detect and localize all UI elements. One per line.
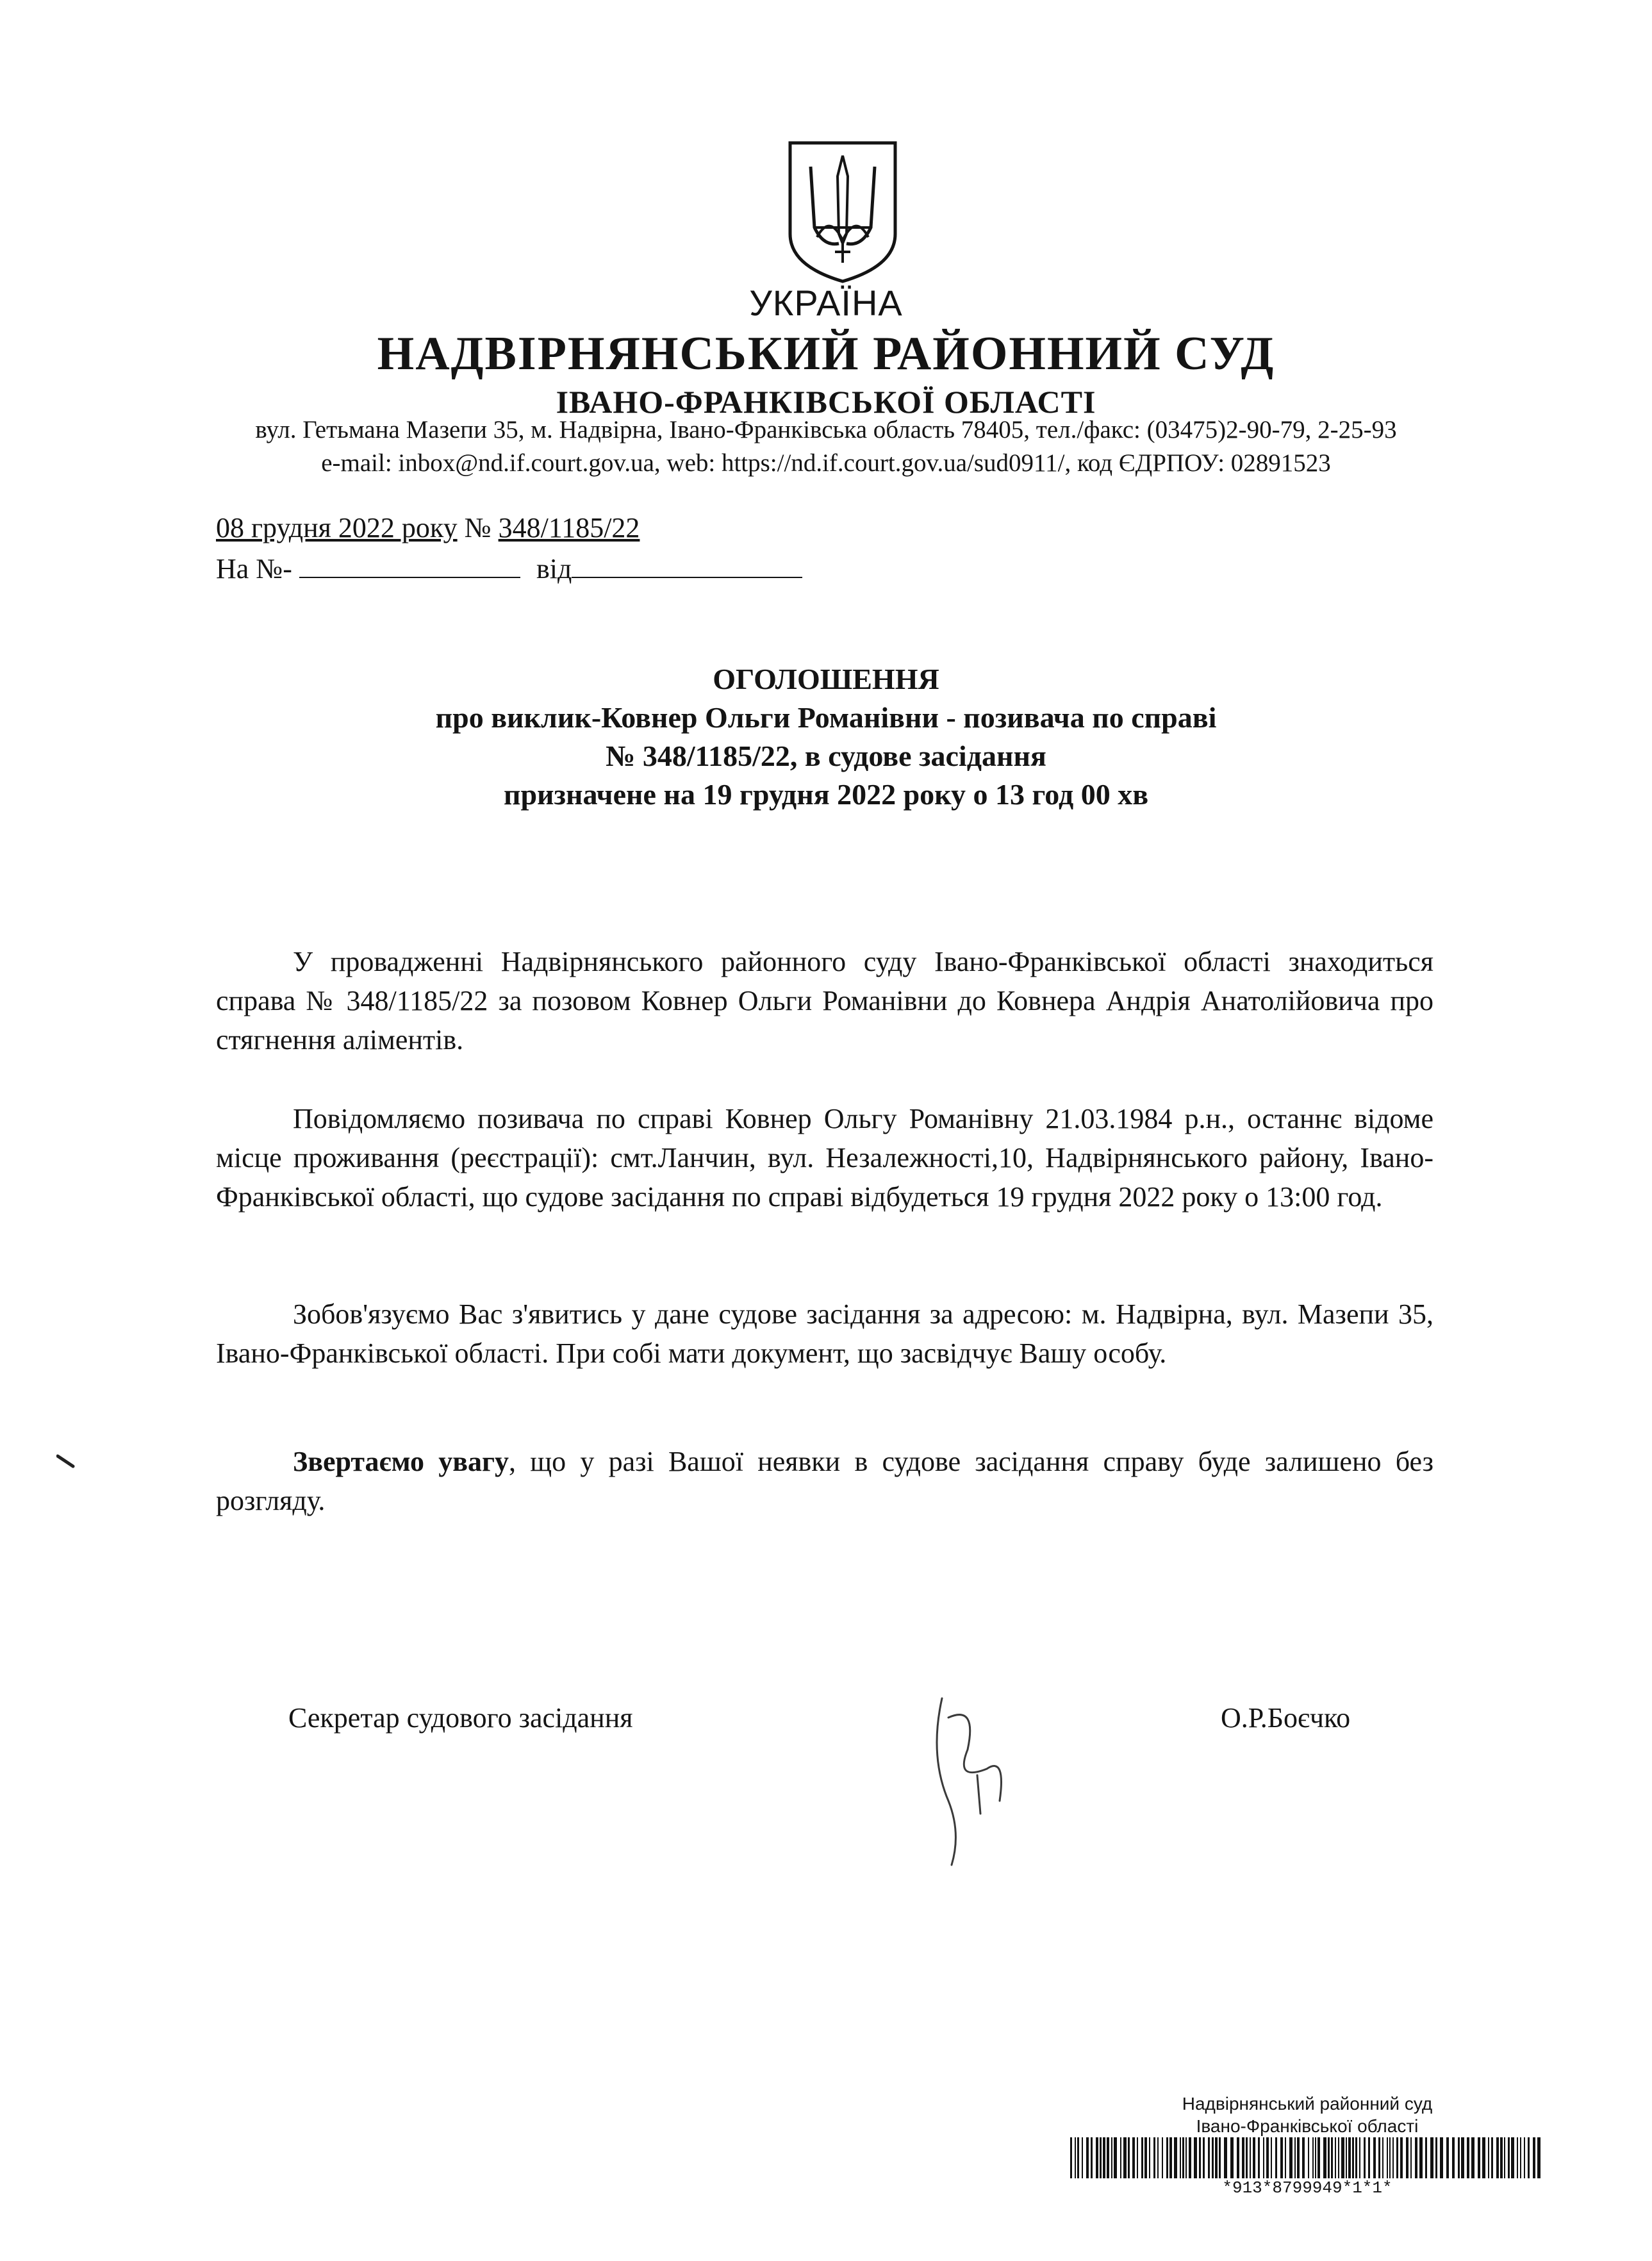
court-region: ІВАНО-ФРАНКІВСЬКОЇ ОБЛАСТІ (556, 384, 1096, 420)
scan-mark (56, 1454, 76, 1469)
court-contacts: e-mail: inbox@nd.if.court.gov.ua, web: https://nd.if.court.gov.ua/sud0911/, код ЄДРПОУ: 02891523 (321, 449, 1331, 477)
country-name: УКРАЇНА (749, 283, 903, 323)
document-number: 348/1185/22 (498, 512, 640, 543)
stamp-court-region: Івано-Франківської області (1196, 2116, 1419, 2136)
court-address: вул. Гетьмана Мазепи 35, м. Надвірна, Івано-Франківська область 78405, тел./факс: (03475)2-90-79, 2-25-93 (255, 416, 1397, 443)
notice-subject: про виклик-Ковнер Ольги Романівни - позивача по справі (435, 701, 1217, 734)
incoming-reference (216, 549, 802, 590)
paragraph-case: У провадженні Надвірнянського районного суду Івано-Франківської області знаходиться справа № 348/1185/22 за позовом Ковнер Ольги Романівни до Ковнера Андрія Анатолійовича про стягнення аліментів. (216, 946, 1433, 1056)
coat-of-arms-icon (785, 138, 900, 285)
ref-label: На №- (216, 553, 292, 584)
document-date: 08 грудня 2022 року (216, 512, 458, 543)
document-meta (216, 508, 802, 590)
barcode (1070, 2137, 1544, 2178)
warning-text: , що у разі Вашої неявки в судове засідання справу буде залишено без розгляду. (216, 1446, 1433, 1516)
barcode-code: *913*8799949*1*1* (1222, 2178, 1392, 2198)
signatory-name: О.Р.Боєчко (1221, 1702, 1351, 1734)
number-label: № (464, 512, 491, 543)
warning-emphasis: Звертаємо увагу (293, 1446, 509, 1477)
registration-stamp (1070, 2092, 1544, 2198)
notice-case: № 348/1185/22, в судове засідання (606, 740, 1046, 772)
notice-title: ОГОЛОШЕННЯ (713, 663, 939, 695)
from-label: від (536, 553, 572, 584)
stamp-court-name: Надвірнянський районний суд (1182, 2094, 1433, 2114)
paragraph-warning (216, 1442, 1433, 1520)
paragraph-notification: Повідомляємо позивача по справі Ковнер Ольгу Романівну 21.03.1984 р.н., останнє відоме місце проживання (реєстрації): смт.Ланчин, вул. Незалежності,10, Надвірнянського району, Івано-Франківської області, що судове засідання по справі відбудеться 19 грудня 2022 року о 13:00 год. (216, 1103, 1433, 1213)
signatory-title: Секретар судового засідання (288, 1702, 633, 1734)
ref-number-blank (299, 554, 520, 578)
court-name: НАДВІРНЯНСЬКИЙ РАЙОННИЙ СУД (377, 327, 1275, 380)
notice-heading (0, 660, 1652, 814)
handwritten-signature (916, 1679, 1025, 1871)
notice-hearing-date: призначене на 19 грудня 2022 року о 13 год 00 хв (503, 778, 1149, 811)
outgoing-reference (216, 508, 802, 549)
paragraph-obligation: Зобов'язуємо Вас з'явитись у дане судове засідання за адресою: м. Надвірна, вул. Мазепи 35, Івано-Франківської області. При собі мати документ, що засвідчує Вашу особу. (216, 1298, 1433, 1369)
ref-date-blank (572, 554, 802, 578)
